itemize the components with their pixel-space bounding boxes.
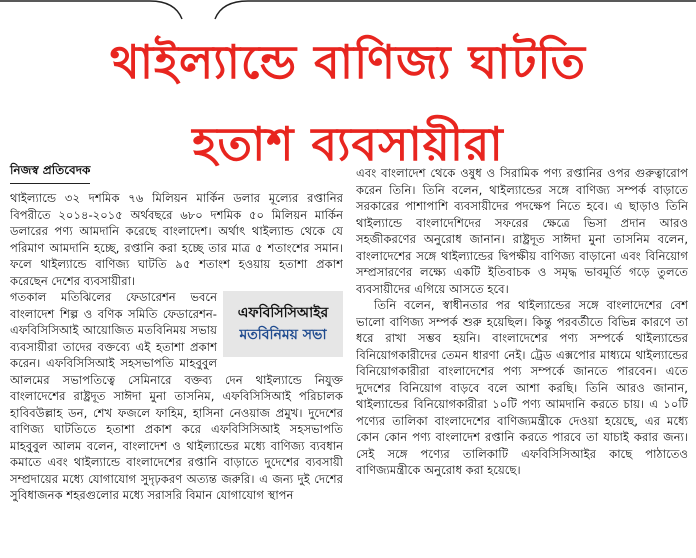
article-column-left — [10, 190, 343, 556]
paragraph-3 — [356, 165, 688, 297]
left-para-2-text: গতকাল মতিঝিলের ফেডারেশন ভবনে বাংলাদেশ শিল্প ও বণিক সমিতি ফেডারেশন-এফবিসিসিআই আয়োজিত মতবিনিময় সভায় ব্যবসায়ীরা তাদের বক্তব্যে এই হতাশা প্রকাশ করেন। এফবিসিসিআই সহসভাপতি মাহবুবুল আলমের সভাপতিত্বে সেমিনারে বক্তব্য দেন থাইল্যান্ডে নিযুক্ত বাংলাদেশের রাষ্ট্রদূত সাঈদা মুনা তাসনিম, এফবিসিসিআই পরিচালক হাবিবউল্লাহ ডন, শেখ ফজলে ফাহিম, হাসিনা নেওয়াজ প্রমুখ। দুদেশের বাণিজ্য ঘাটতিতে হতাশা প্রকাশ করে এফবিসিসিআই সহসভাপতি মাহবুবুল আলম বলেন, বাংলাদেশ ও থাইল্যান্ডের মধ্যে বাণিজ্য ব্যবধান কমাতে এবং থাইল্যান্ডে বাংলাদেশের রপ্তানি বাড়াতে দুদেশের ব্যবসায়ী সম্প্রদায়ের মধ্যে যোগাযোগ সুদৃঢ়করণ অত্যন্ত জরুরি। এ জন্য দুই দেশের সুবিধাজনক শহরগুলোর মধ্যে সরাসরি বিমান যোগাযোগ স্থাপন — [10, 290, 343, 502]
paragraph-1 — [10, 190, 343, 289]
pull-quote-line-2: মতবিনিময় সভা — [239, 327, 327, 343]
pull-quote-box — [223, 291, 343, 357]
article-column-right — [356, 165, 688, 556]
right-para-1-text: এবং বাংলাদেশ থেকে ওষুধ ও সিরামিক পণ্য রপ্তানির ওপর গুরুত্বারোপ করেন তিনি। তিনি বলেন, থাইল্যান্ডের সঙ্গে বাণিজ্য সম্পর্ক বাড়াতে সরকারের পাশাপাশি ব্যবসায়ীদের পদক্ষেপ নিতে হবে। এ ছাড়াও তিনি থাইল্যান্ডে বাংলাদেশিদের সফরের ক্ষেত্রে ভিসা প্রদান আরও সহজীকরণের অনুরোধ জানান। রাষ্ট্রদূত সাঈদা মুনা তাসনিম বলেন, বাংলাদেশের সঙ্গে থাইল্যান্ডের দ্বিপক্ষীয় বাণিজ্য বাড়ানো এবং বিনিয়োগ সম্প্রসারণের লক্ষ্যে একটি ইতিবাচক ও সমৃদ্ধ ভাবমূর্তি গড়ে তুলতে ব্যবসায়ীদের এগিয়ে আসতে হবে। — [356, 166, 688, 296]
page-top-border — [0, 0, 696, 20]
headline-line-2: হতাশ ব্যবসায়ীরা — [192, 117, 504, 171]
pull-quote-line-1: এফবিসিসিআইর — [237, 305, 329, 321]
right-para-2-text: তিনি বলেন, স্বাধীনতার পর থাইল্যান্ডের সঙ্গে বাংলাদেশের বেশ ভালো বাণিজ্য সম্পর্ক শুরু হয়েছিল। কিন্তু পরবর্তীতে বিভিন্ন কারণে তা ধরে রাখা সম্ভব হয়নি। বাংলাদেশের পণ্য সম্পর্কে থাইল্যান্ডের বিনিয়োগকারীদের তেমন ধারণা নেই। ট্রেড এক্সপোর মাধ্যমে থাইল্যান্ডের বিনিয়োগকারীরা বাংলাদেশের পণ্য সম্পর্কে জানতে পারবেন। এতে দুদেশের বিনিয়োগ বাড়বে বলে আশা করছি। তিনি আরও জানান, থাইল্যান্ডের বিনিয়োগকারীরা ১০টি পণ্য আমদানি করতে চায়। এ ১০টি পণ্যের তালিকা বাংলাদেশের বাণিজ্যমন্ত্রীকে দেওয়া হয়েছে, এর মধ্যে কোন কোন পণ্য বাংলাদেশ রপ্তানি করতে পারবে তা যাচাই করার জন্য। সেই সঙ্গে পণ্যের তালিকাটি এফবিসিসিআইর কাছে পাঠাতেও বাণিজ্যমন্ত্রীকে অনুরোধ করা হয়েছে। — [356, 298, 688, 477]
left-para-1-text: থাইল্যান্ডে ৩২ দশমিক ৭৬ মিলিয়ন মার্কিন ডলার মূল্যের রপ্তানির বিপরীতে ২০১৪-২০১৫ অর্থবছরে ৬৮০ দশমিক ৫০ মিলিয়ন মার্কিন ডলারের পণ্য আমদানি করেছে বাংলাদেশ। অর্থাৎ থাইল্যান্ড থেকে যে পরিমাণ আমদানি হচ্ছে, রপ্তানি করা হচ্ছে তার মাত্র ৫ শতাংশের সমান। ফলে থাইল্যান্ডে বাণিজ্য ঘাটতি ৯৫ শতাংশ হওয়ায় হতাশা প্রকাশ করেছেন দেশের ব্যবসায়ীরা। — [10, 191, 343, 288]
headline-line-1: থাইল্যান্ডে বাণিজ্য ঘাটতি — [109, 35, 587, 89]
byline: নিজস্ব প্রতিবেদক — [10, 162, 90, 184]
paragraph-4 — [356, 297, 688, 479]
